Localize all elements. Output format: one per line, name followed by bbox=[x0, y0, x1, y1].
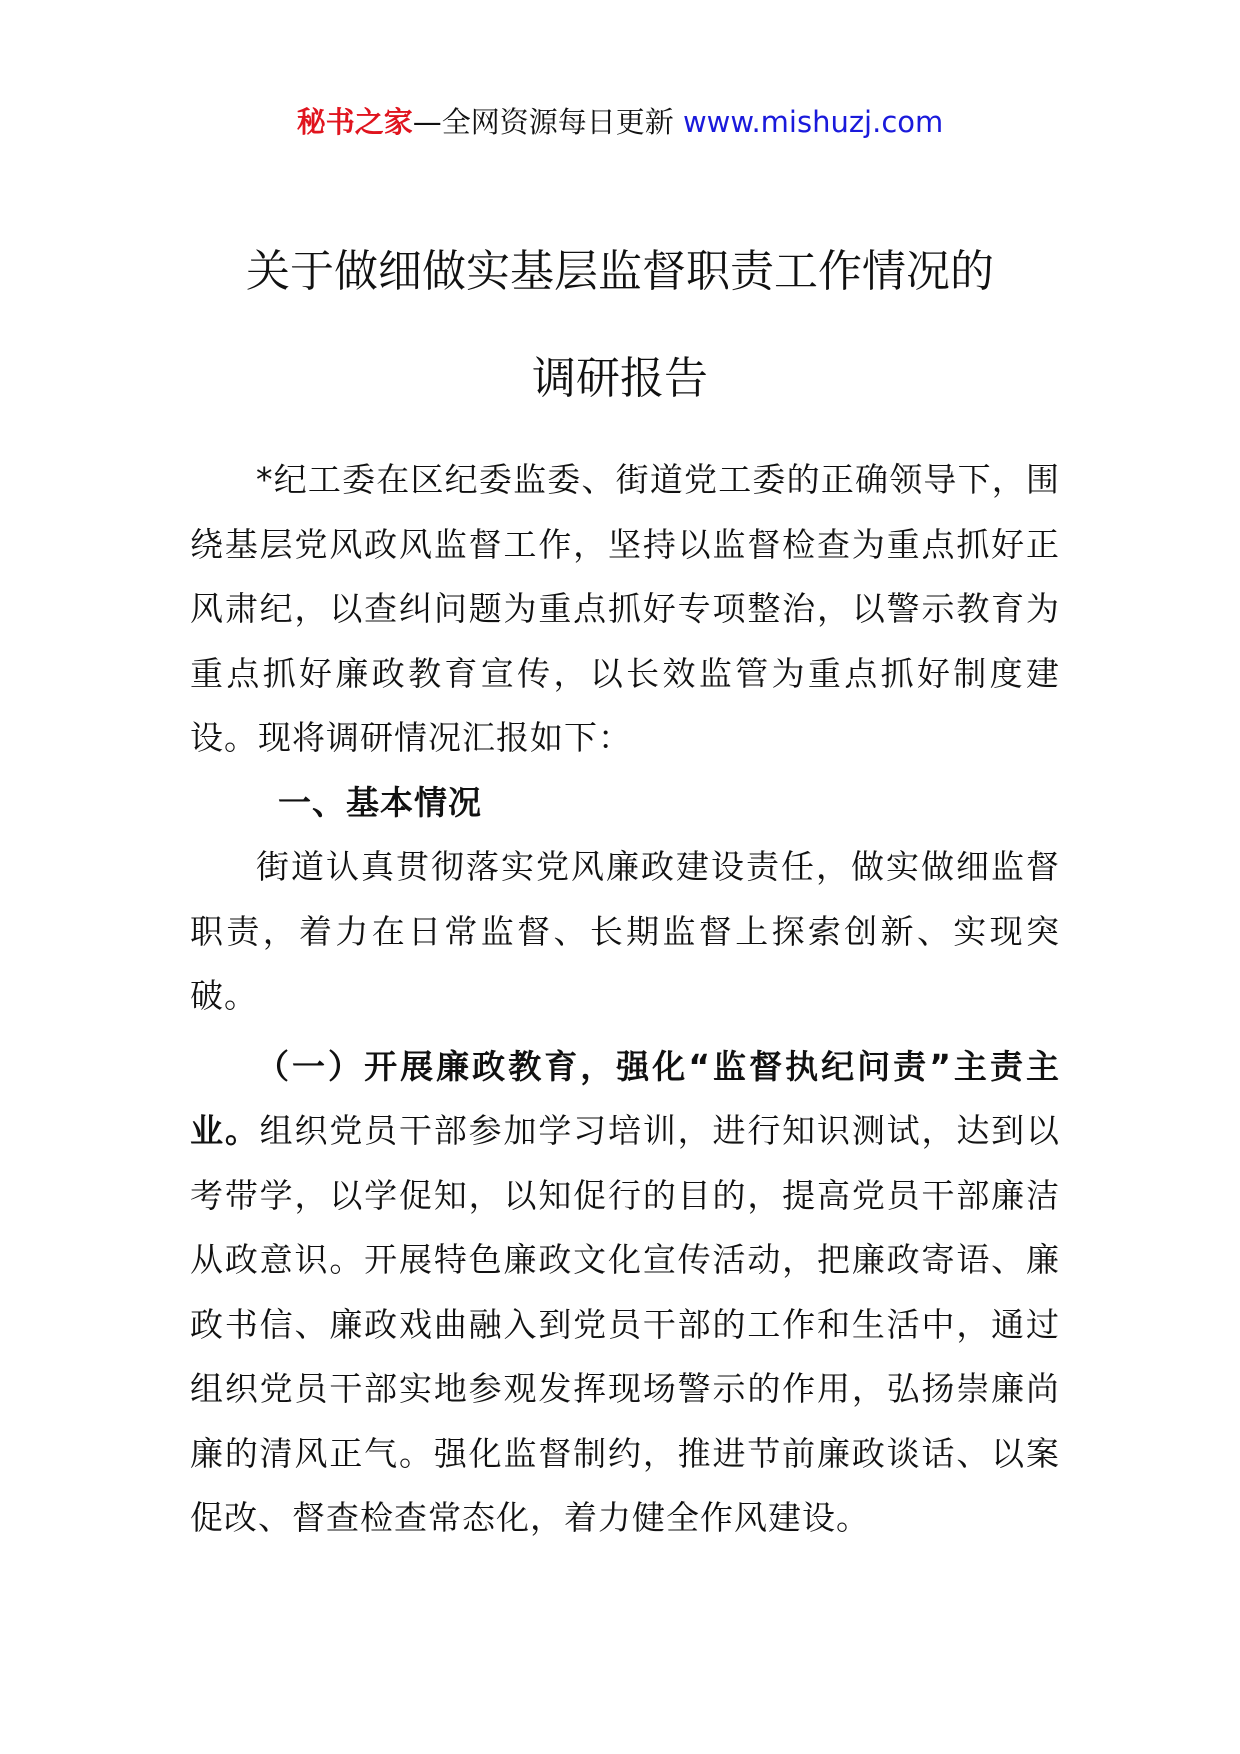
document-title-line-1: 关于做细做实基层监督职责工作情况的 bbox=[246, 246, 994, 297]
brand-name: 秘书之家 bbox=[296, 105, 413, 139]
document-title-line-2: 调研报告 bbox=[532, 353, 708, 404]
subsection-1-paragraph bbox=[190, 1035, 1060, 1551]
section-1-paragraph: 街道认真贯彻落实党风廉政建设责任，做实做细监督职责，着力在日常监督、长期监督上探索创新、实现突破。 bbox=[190, 847, 1060, 1015]
intro-paragraph: *纪工委在区纪委监委、街道党工委的正确领导下，围绕基层党风政风监督工作，坚持以监督检查为重点抓好正风肃纪，以查纠问题为重点抓好专项整治，以警示教育为重点抓好廉政教育宣传，以长效监管为重点抓好制度建设。现将调研情况汇报如下： bbox=[190, 460, 1060, 757]
section-heading-basic-situation: 一、基本情况 bbox=[278, 782, 482, 822]
document-body bbox=[190, 448, 1060, 1551]
header-slogan: —全网资源每日更新 bbox=[412, 105, 674, 139]
site-header bbox=[0, 100, 1240, 144]
site-url-link[interactable]: www.mishuzj.com bbox=[682, 105, 944, 139]
subsection-1-text: 组织党员干部参加学习培训，进行知识测试，达到以考带学，以学促知，以知促行的目的，提高党员干部廉洁从政意识。开展特色廉政文化宣传活动，把廉政寄语、廉政书信、廉政戏曲融入到党员干部的工作和生活中，通过组织党员干部实地参观发挥现场警示的作用，弘扬崇廉尚廉的清风正气。强化监督制约，推进节前廉政谈话、以案促改、督查检查常态化，着力健全作风建设。 bbox=[190, 1111, 1061, 1537]
subsection-1-heading: （一）开展廉政教育，强化“监督执纪问责”主责主业。 bbox=[190, 1046, 1060, 1150]
